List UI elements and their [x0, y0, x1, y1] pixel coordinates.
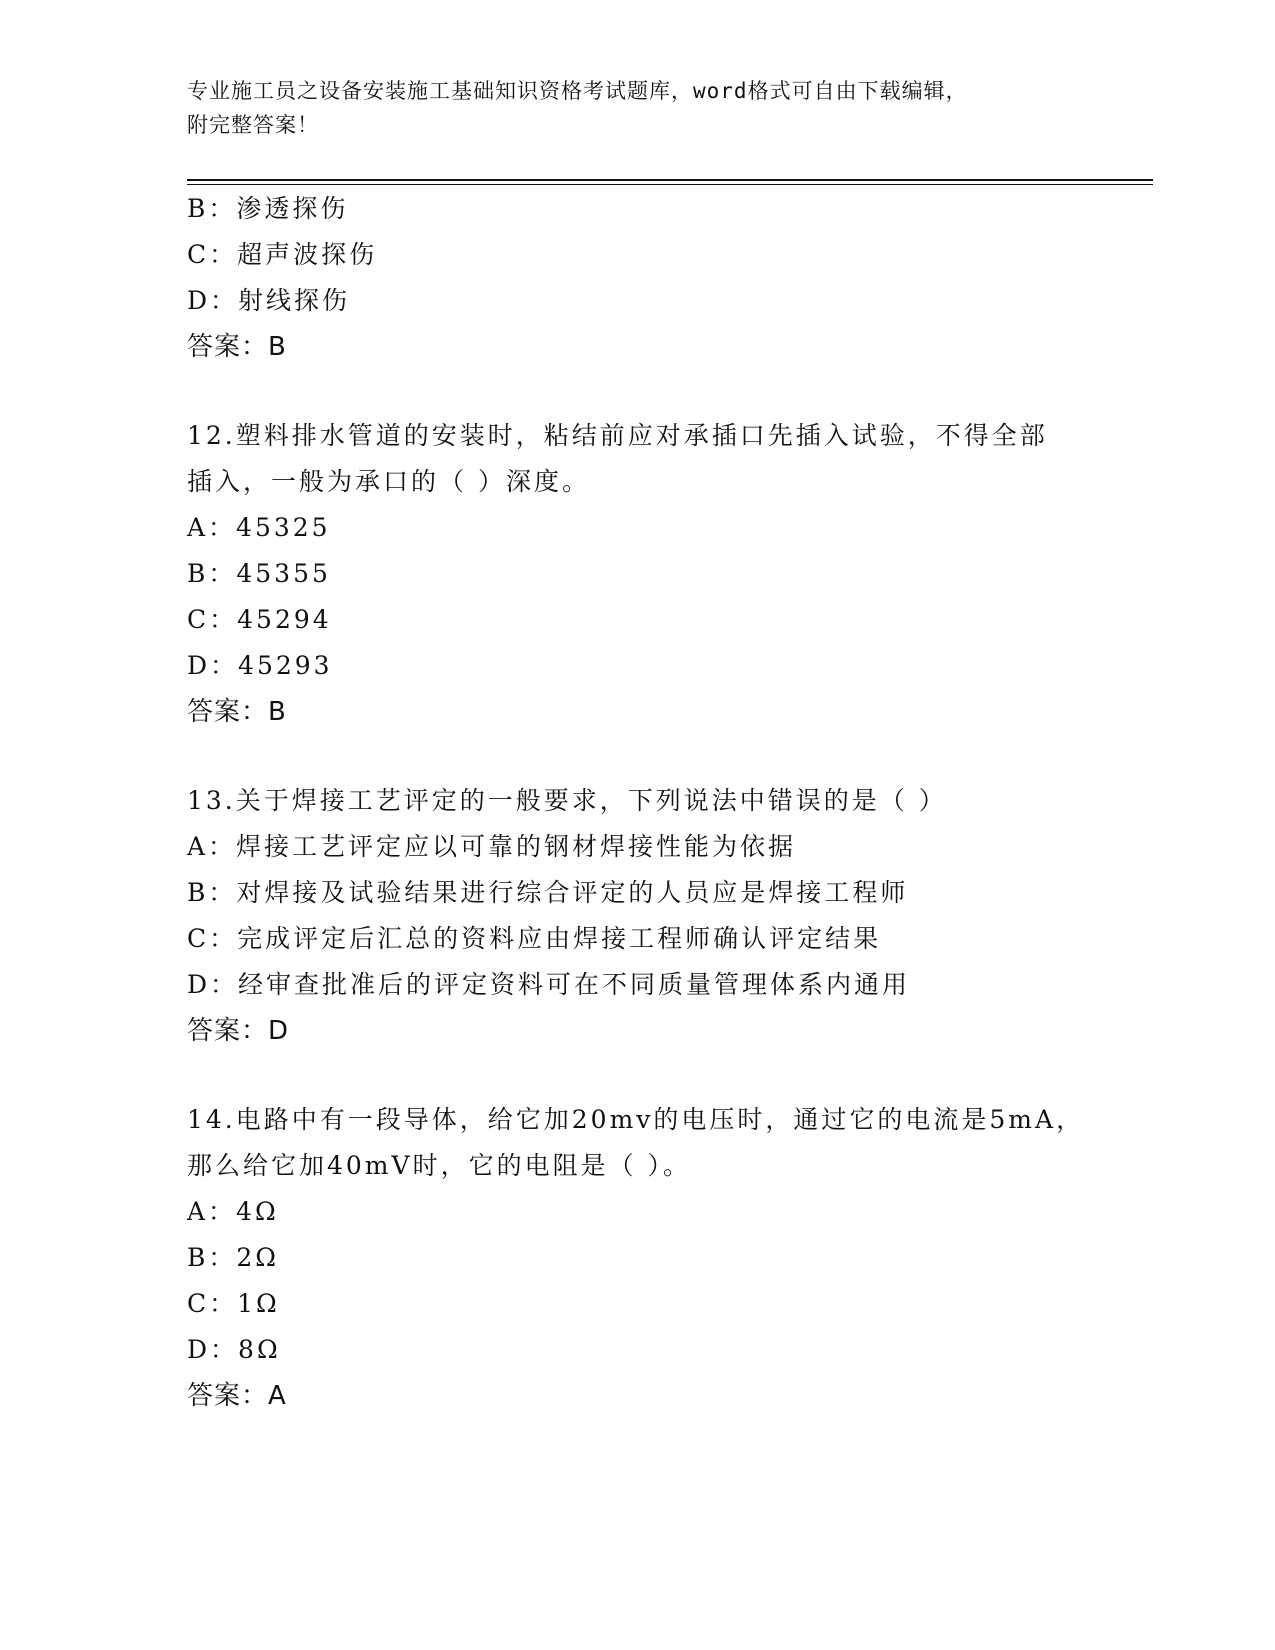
- option-d: D：8Ω: [187, 1335, 281, 1364]
- option-b: B：45355: [187, 559, 331, 588]
- question-fragment: [187, 186, 1107, 370]
- option-c: C：完成评定后汇总的资料应由焊接工程师确认评定结果: [187, 924, 882, 953]
- option-b: B：对焊接及试验结果进行综合评定的人员应是焊接工程师: [187, 878, 909, 907]
- header-divider-thin: [187, 184, 1153, 185]
- option-a: A：45325: [187, 513, 331, 542]
- option-c: C：1Ω: [187, 1289, 280, 1318]
- question-text-line: 那么给它加40mV时，它的电阻是（ ）。: [187, 1151, 692, 1180]
- option-b: B：2Ω: [187, 1243, 280, 1272]
- document-header: [187, 74, 1087, 142]
- header-line-2: 附完整答案！: [187, 113, 319, 137]
- option-c: C：45294: [187, 605, 332, 634]
- option-d: D：射线探伤: [187, 286, 351, 315]
- option-d: D：经审查批准后的评定资料可在不同质量管理体系内通用: [187, 970, 911, 999]
- answer-line: 答案：B: [187, 697, 287, 727]
- question-text-line: 14.电路中有一段导体，给它加20mv的电压时，通过它的电流是5mA，: [187, 1105, 1085, 1134]
- question-text-line: 12.塑料排水管道的安装时，粘结前应对承插口先插入试验，不得全部: [187, 421, 1048, 450]
- option-b: B：渗透探伤: [187, 194, 349, 223]
- header-line-1: 专业施工员之设备安装施工基础知识资格考试题库，word格式可自由下载编辑，: [187, 79, 968, 103]
- answer-line: 答案：D: [187, 1016, 290, 1046]
- option-c: C：超声波探伤: [187, 240, 378, 269]
- option-a: A：焊接工艺评定应以可靠的钢材焊接性能为依据: [187, 832, 797, 861]
- question-12: [187, 413, 1107, 735]
- question-text-line: 13.关于焊接工艺评定的一般要求，下列说法中错误的是（ ）: [187, 786, 947, 815]
- question-13: [187, 778, 1107, 1054]
- question-list: [187, 186, 1107, 1419]
- option-d: D：45293: [187, 651, 333, 680]
- header-divider-thick: [187, 179, 1153, 181]
- option-a: A：4Ω: [187, 1197, 279, 1226]
- question-14: [187, 1097, 1107, 1419]
- answer-line: 答案：B: [187, 332, 287, 362]
- question-text-line: 插入，一般为承口的（ ）深度。: [187, 467, 590, 496]
- answer-line: 答案：A: [187, 1381, 287, 1411]
